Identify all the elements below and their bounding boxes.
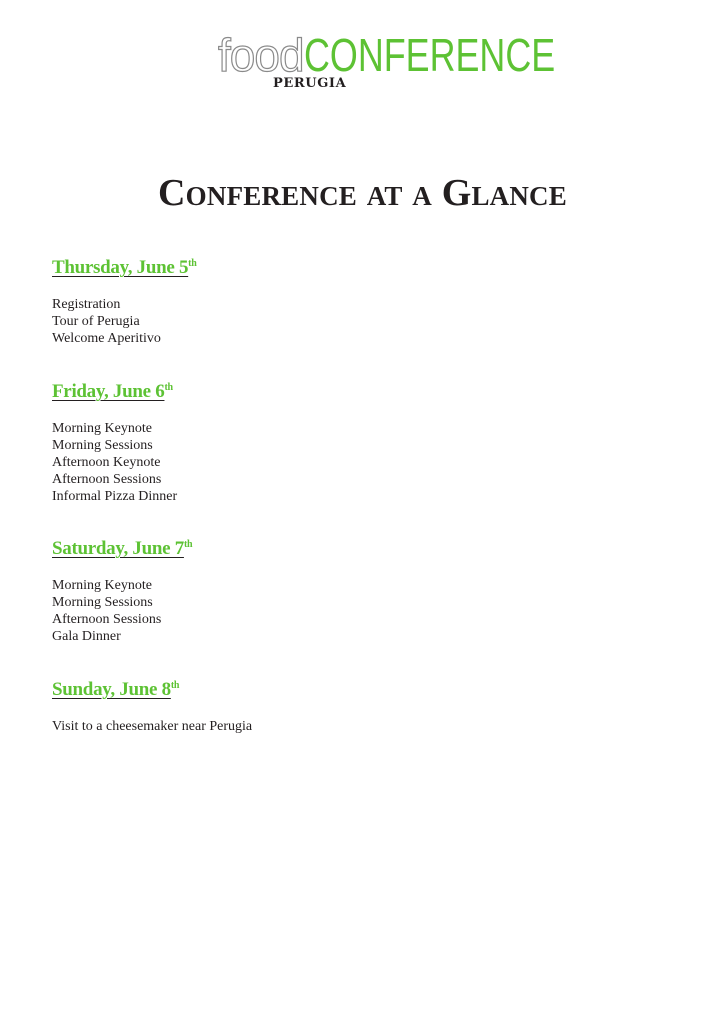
agenda-item: Visit to a cheesemaker near Perugia (52, 719, 253, 734)
day-heading-text: Saturday, June 7 (52, 538, 184, 559)
agenda-item: Informal Pizza Dinner (52, 489, 178, 504)
logo-food-text: food (218, 29, 304, 81)
logo-city-text: PERUGIA (273, 76, 347, 91)
agenda-item: Registration (52, 297, 121, 312)
agenda-item: Gala Dinner (52, 629, 121, 644)
agenda-item: Welcome Aperitivo (52, 331, 161, 346)
day-heading-text: Thursday, June 5 (52, 257, 189, 278)
day-agenda-list (52, 577, 192, 645)
page-title: Conference at a Glance (158, 172, 567, 214)
agenda-item: Morning Sessions (52, 438, 153, 453)
agenda-item: Morning Sessions (52, 595, 153, 610)
conference-logo (0, 30, 725, 100)
agenda-item: Afternoon Sessions (52, 612, 162, 627)
day-heading-text: Sunday, June 8 (52, 679, 171, 700)
day-heading-text: Friday, June 6 (52, 381, 165, 402)
day-section-saturday (52, 537, 192, 645)
agenda-item: Morning Keynote (52, 421, 152, 436)
day-agenda-list (52, 718, 252, 735)
logo-conference-text: CONFERENCE (303, 29, 555, 81)
agenda-item: Afternoon Keynote (52, 455, 161, 470)
day-heading: Friday, June 6th (52, 381, 173, 402)
agenda-item: Afternoon Sessions (52, 472, 162, 487)
day-heading: Sunday, June 8th (52, 679, 180, 700)
agenda-item: Morning Keynote (52, 578, 152, 593)
logo-wordmark (218, 30, 626, 80)
day-heading: Thursday, June 5th (52, 257, 197, 278)
day-agenda-list (52, 420, 177, 505)
day-section-friday (52, 380, 177, 505)
day-section-thursday (52, 256, 196, 347)
agenda-item: Tour of Perugia (52, 314, 140, 329)
day-heading: Saturday, June 7th (52, 538, 193, 559)
day-agenda-list (52, 296, 196, 347)
day-section-sunday (52, 678, 252, 735)
